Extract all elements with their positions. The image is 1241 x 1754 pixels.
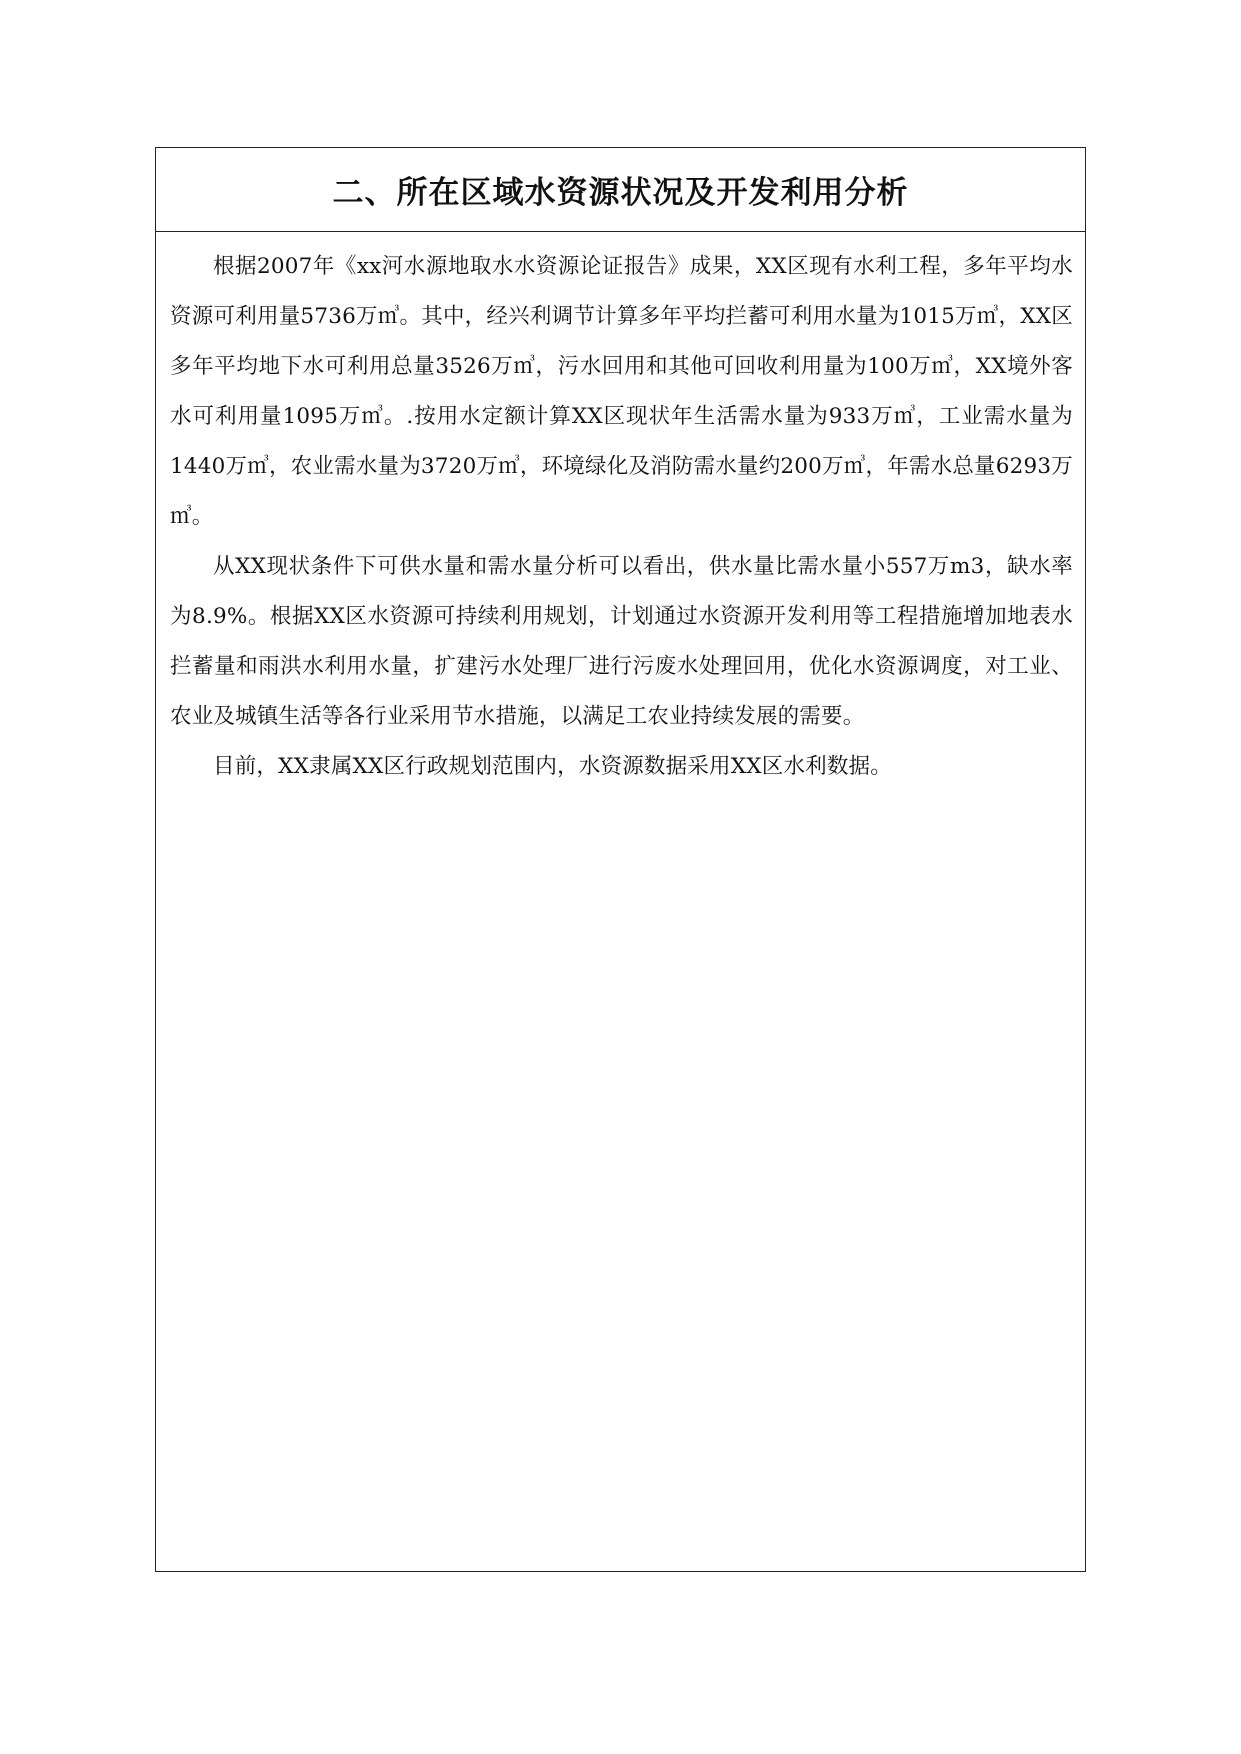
paragraph-3: 目前，XX隶属XX区行政规划范围内，水资源数据采用XX区水利数据。 — [213, 754, 892, 779]
title-row — [156, 148, 1085, 232]
section-title: 二、所在区域水资源状况及开发利用分析 — [332, 175, 909, 211]
document-frame — [155, 147, 1086, 1572]
paragraph-2: 从XX现状条件下可供水量和需水量分析可以看出，供水量比需水量小557万m3，缺水率为8.9%。根据XX区水资源可持续利用规划，计划通过水资源开发利用等工程措施增加地表水拦蓄量和雨洪水利用水量，扩建污水处理厂进行污废水处理回用，优化水资源调度，对工业、农业及城镇生活等各行业采用节水措施，以满足工农业持续发展的需要。 — [170, 554, 1073, 729]
paragraph-1: 根据2007年《xx河水源地取水水资源论证报告》成果，XX区现有水利工程，多年平均水资源可利用量5736万㎥。其中，经兴利调节计算多年平均拦蓄可利用水量为1015万㎥，XX区多年平均地下水可利用总量3526万㎥，污水回用和其他可回收利用量为100万㎥，XX境外客水可利用量1095万㎥。.按用水定额计算XX区现状年生活需水量为933万㎥，工业需水量为1440万㎥，农业需水量为3720万㎥，环境绿化及消防需水量约200万㎥，年需水总量6293万㎥。 — [170, 254, 1073, 529]
content-body — [170, 242, 1073, 792]
